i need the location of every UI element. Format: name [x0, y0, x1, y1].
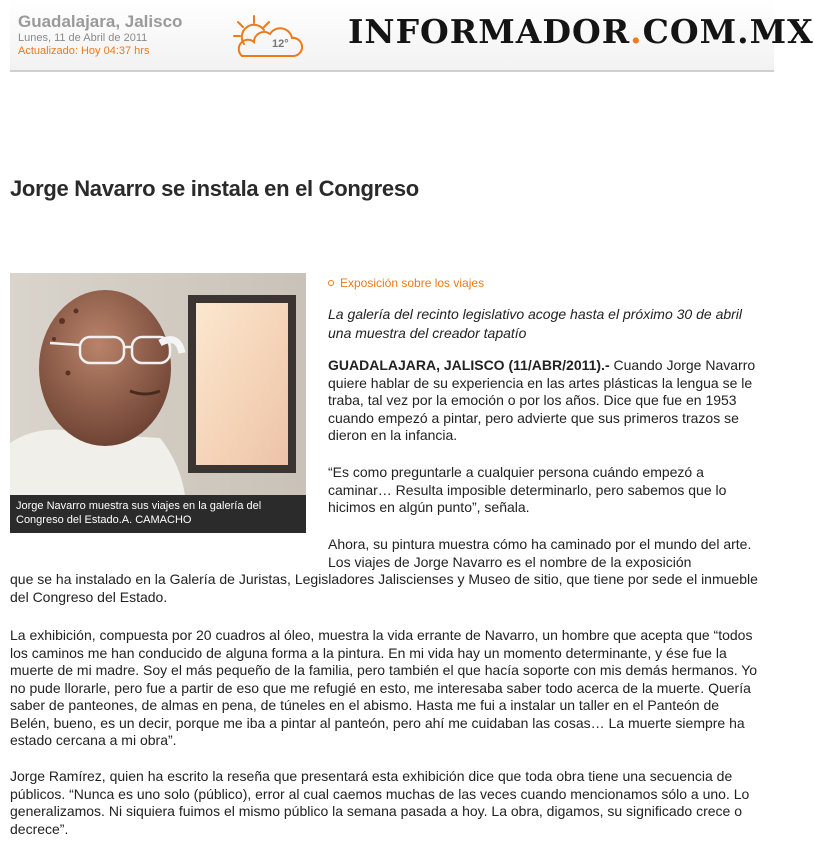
logo-dot: .	[630, 12, 643, 51]
paragraph-1-text: Cuando Jorge Navarro quiere hablar de su experiencia en las artes plásticas la lengua se le traba, tal vez por la emoción o por los años. Dice que fue en 1953 cuando empezó a pintar, pero advierte que sus primeros trazos se dieron en la infancia.	[328, 357, 756, 443]
photo-caption: Jorge Navarro muestra sus viajes en la galería del Congreso del Estado.A. CAMACHO	[16, 500, 262, 526]
paragraph-3-rest: que se ha instalado en la Galería de Juristas, Legisladores Jaliscienses y Museo de sitio, que tiene por sede el inmueble del Congreso del Estado.	[10, 571, 758, 605]
related-link[interactable]	[328, 276, 484, 290]
article-summary: La galería del recinto legislativo acoge hasta el próximo 30 de abril una muestra del creador tapatío	[328, 306, 743, 341]
header-city: Guadalajara, Jalisco	[18, 12, 183, 31]
article-title: Jorge Navarro se instala en el Congreso	[10, 176, 419, 201]
site-header	[10, 0, 814, 72]
paragraph-3-lead: Ahora, su pintura muestra cómo ha caminado por el mundo del arte. Los viajes de Jorge Navarro es el nombre de la exposición	[328, 536, 752, 570]
article-paragraph-1	[328, 357, 764, 445]
photo-image	[10, 273, 306, 495]
header-date: Lunes, 11 de Abril de 2011	[18, 32, 148, 44]
article-paragraph-2: “Es como preguntarle a cualquier persona cuándo empezó a caminar… Resulta imposible determinarlo, pero sabemos que lo hicimos en algún punto”, señala.	[328, 464, 727, 515]
article-paragraph-5: Jorge Ramírez, quien ha escrito la reseña que presentará esta exhibición dice que toda obra tiene una secuencia de públicos. “Nunca es uno solo (público), error al cual caemos muchas de las veces cuando mencionamos sólo a uno. Lo generalizamos. Ni siquiera fuimos el mismo público la semana pasada a hoy. La obra, digamos, su significado crece o decrece”.	[10, 768, 750, 837]
article-paragraph-3	[10, 536, 764, 606]
header-updated: Actualizado: Hoy 04:37 hrs	[18, 45, 150, 57]
sun-cloud-icon	[232, 14, 302, 60]
site-logo[interactable]	[348, 12, 814, 51]
logo-domain: COM.MX	[642, 12, 814, 51]
article-dateline: GUADALAJARA, JALISCO (11/ABR/2011).-	[328, 357, 610, 373]
bullet-icon	[328, 280, 334, 286]
logo-brand: INFORMADOR	[348, 12, 631, 51]
related-link-label: Exposición sobre los viajes	[340, 276, 485, 290]
article-paragraph-4: La exhibición, compuesta por 20 cuadros al óleo, muestra la vida errante de Navarro, un hombre que acepta que “todos los caminos me han conducido de alguna forma a la pintura. En mi vida hay un momento determinante, y ése fue la muerte de mi madre. Soy el más pequeño de la familia, pero también el que hacía soporte con mis demás hermanos. Yo no pude llorarle, pero fue a partir de eso que me refugié en esto, me interesaba saber todo acerca de la muerte. Quería saber de panteones, de almas en pena, de túneles en el abismo. Hasta me fui a instalar un taller en el Panteón de Belén, bueno, es un decir, porque me iba a pintar al panteón, pero ahí me cuidaban las cosas… La muerte siempre ha estado cercana a mi obra”.	[10, 627, 758, 748]
temperature-value: 12°	[272, 38, 289, 50]
article-photo	[10, 273, 306, 533]
